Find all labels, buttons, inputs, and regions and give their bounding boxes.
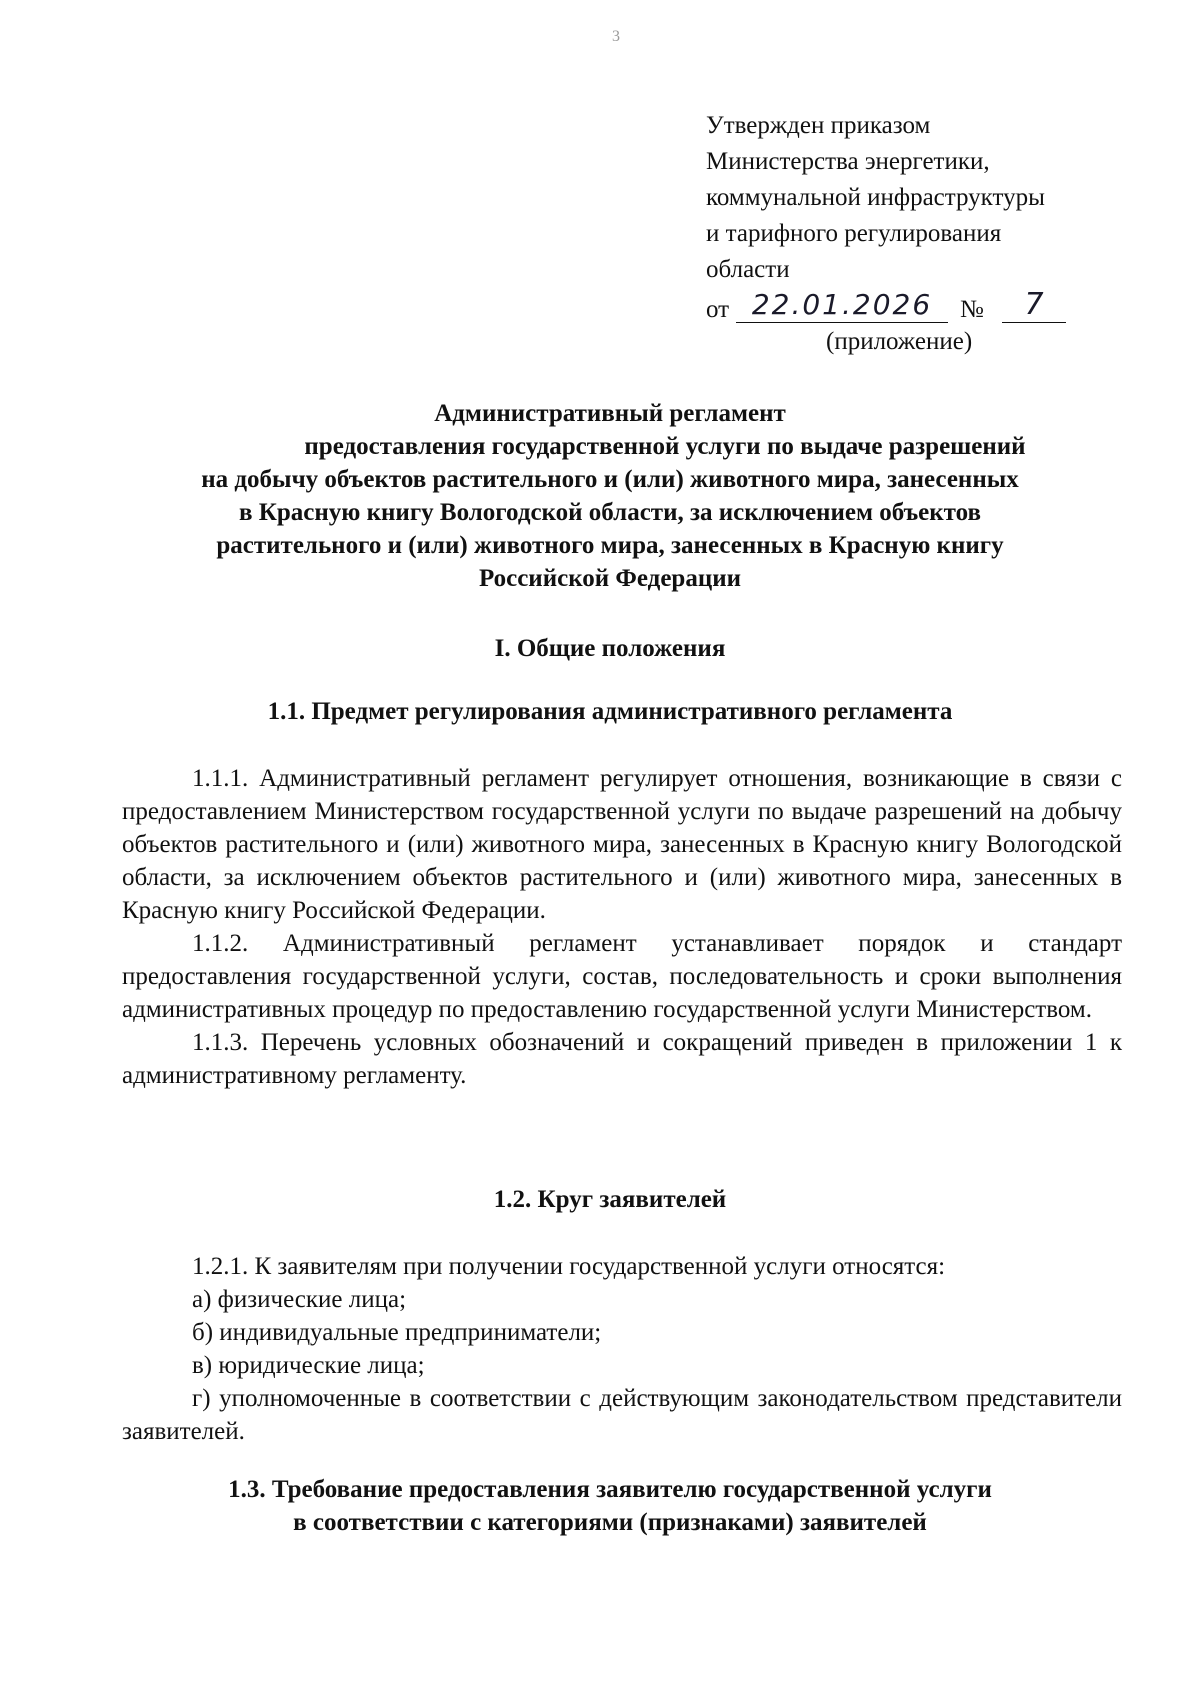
handwritten-date: 22.01.2026	[736, 288, 948, 323]
number-label: №	[960, 296, 984, 323]
appendix-note: (приложение)	[826, 328, 973, 355]
title-line: Российской Федерации	[478, 565, 742, 592]
handwritten-number: 7	[1002, 288, 1066, 323]
approval-line: области	[706, 256, 790, 283]
approval-stamp-block	[706, 108, 1136, 360]
paragraph-1-1-3: 1.1.3. Перечень условных обозначений и сокращений приведен в приложении 1 к административному регламенту.	[122, 1029, 1122, 1089]
approval-line: Утвержден приказом	[706, 112, 931, 139]
list-item: в) юридические лица;	[192, 1352, 425, 1379]
applicants-intro: 1.2.1. К заявителям при получении государственной услуги относятся:	[192, 1253, 946, 1280]
date-prefix: от	[706, 296, 730, 323]
approval-line: коммунальной инфраструктуры	[706, 184, 1045, 211]
list-item: г) уполномоченные в соответствии с действующим законодательством представители заявителей.	[122, 1385, 1122, 1445]
applicants-list	[122, 1250, 1122, 1448]
section-heading-general: I. Общие положения	[494, 635, 726, 662]
subsection-heading-1-1: 1.1. Предмет регулирования административного регламента	[267, 698, 953, 725]
title-line: Административный регламент	[434, 400, 786, 427]
approval-line: Министерства энергетики,	[706, 148, 990, 175]
subsection-heading-1-2: 1.2. Круг заявителей	[493, 1186, 727, 1213]
approval-date-row	[706, 288, 1136, 328]
title-line: в Красную книгу Вологодской области, за исключением объектов	[238, 499, 982, 526]
title-line: растительного и (или) животного мира, занесенных в Красную книгу	[216, 532, 1004, 559]
title-line: на добычу объектов растительного и (или) животного мира, занесенных	[201, 466, 1019, 493]
subsection-1-1-body	[122, 762, 1122, 1092]
document-title	[140, 397, 1080, 595]
heading-line: 1.3. Требование предоставления заявителю государственной услуги	[228, 1476, 992, 1503]
page-number: 3	[612, 28, 620, 45]
list-item: а) физические лица;	[192, 1286, 407, 1313]
subsection-heading-1-3	[140, 1473, 1080, 1539]
approval-line: и тарифного регулирования	[706, 220, 1002, 247]
paragraph-1-1-2: 1.1.2. Административный регламент устанавливает порядок и стандарт предоставления государственной услуги, состав, последовательность и сроки выполнения административных процедур по предоставлению государственной услуги Министерством.	[122, 930, 1122, 1023]
paragraph-1-1-1: 1.1.1. Административный регламент регулирует отношения, возникающие в связи с предоставлением Министерством государственной услуги по выдаче разрешений на добычу объектов растительного и (или) животного мира, занесенных в Красную книгу Вологодской области, за исключением объектов растительного и (или) животного мира, занесенных в Красную книгу Российской Федерации.	[122, 765, 1122, 924]
title-line: предоставления государственной услуги по выдаче разрешений	[304, 433, 1026, 460]
list-item: б) индивидуальные предприниматели;	[192, 1319, 602, 1346]
heading-line: в соответствии с категориями (признаками) заявителей	[293, 1509, 927, 1536]
